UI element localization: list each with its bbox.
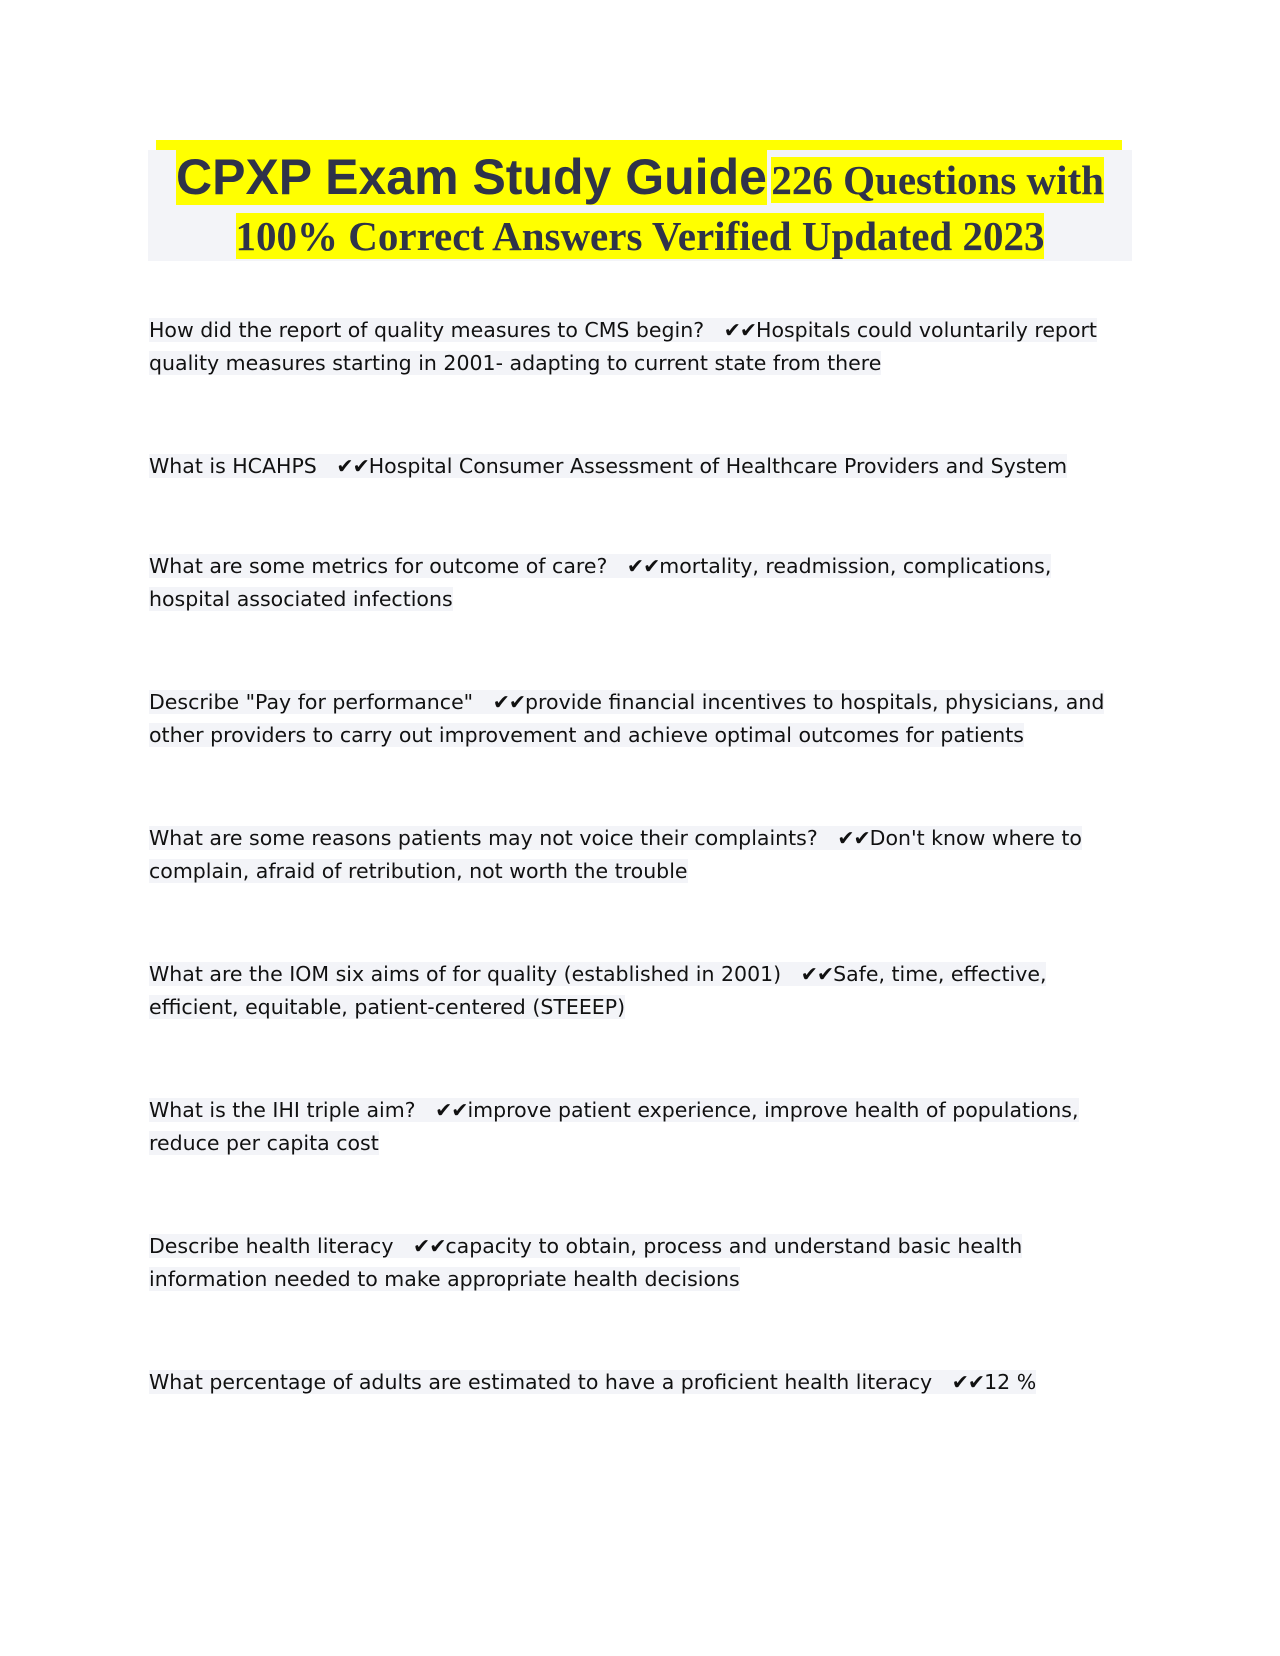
check-icon: ✔✔ [336, 454, 369, 478]
question-text: How did the report of quality measures to CMS begin? [149, 318, 705, 342]
title-main: CPXP Exam Study Guide [176, 149, 767, 205]
answer-text: capacity to obtain, process and understand basic health information needed to make appropriate health decisions [149, 1234, 1023, 1291]
qa-item [149, 314, 1109, 380]
answer-text: Safe, time, effective, efficient, equitable, patient-centered (STEEEP) [149, 962, 1047, 1019]
answer-text: 12 % [984, 1370, 1037, 1394]
qa-item [149, 1230, 1109, 1296]
check-icon: ✔✔ [800, 962, 834, 986]
qa-item [149, 450, 1109, 483]
check-icon: ✔✔ [413, 1234, 446, 1258]
question-text: What are some metrics for outcome of care? [149, 554, 608, 578]
question-text: What are some reasons patients may not voice their complaints? [149, 826, 818, 850]
answer-text: Hospital Consumer Assessment of Healthcare Providers and System [368, 454, 1068, 478]
qa-item [149, 1366, 1109, 1399]
check-icon: ✔✔ [951, 1370, 985, 1394]
qa-item [149, 550, 1109, 616]
answer-text: Hospitals could voluntarily report quality measures starting in 2001- adapting to current state from there [149, 318, 1097, 375]
qa-item [149, 686, 1109, 752]
question-text: What is HCAHPS [149, 454, 317, 478]
question-text: Describe health literacy [149, 1234, 394, 1258]
question-text: Describe "Pay for performance" [149, 690, 474, 714]
question-text: What are the IOM six aims of for quality (established in 2001) [149, 962, 782, 986]
answer-text: improve patient experience, improve health of populations, reduce per capita cost [149, 1098, 1079, 1155]
check-icon: ✔✔ [723, 318, 757, 342]
title-subtitle-line: 100% Correct Answers Verified Updated 2023 [235, 213, 1045, 259]
check-icon: ✔✔ [492, 690, 526, 714]
answer-text: Don't know where to complain, afraid of retribution, not worth the trouble [149, 826, 1082, 883]
qa-item [149, 1094, 1109, 1160]
title-subtitle-part: 226 Questions with [771, 157, 1104, 203]
check-icon: ✔✔ [837, 826, 870, 850]
question-text: What is the IHI triple aim? [149, 1098, 416, 1122]
qa-item [149, 822, 1109, 888]
title-line-1 [148, 149, 1132, 205]
question-text: What percentage of adults are estimated to have a proficient health literacy [149, 1370, 933, 1394]
check-icon: ✔✔ [435, 1098, 468, 1122]
check-icon: ✔✔ [626, 554, 660, 578]
answer-text: provide financial incentives to hospitals, physicians, and other providers to carry out improvement and achieve optimal outcomes for patients [149, 690, 1105, 747]
title-line-2 [148, 213, 1132, 259]
qa-item [149, 958, 1109, 1024]
document-title [148, 138, 1132, 257]
answer-text: mortality, readmission, complications, hospital associated infections [149, 554, 1052, 611]
